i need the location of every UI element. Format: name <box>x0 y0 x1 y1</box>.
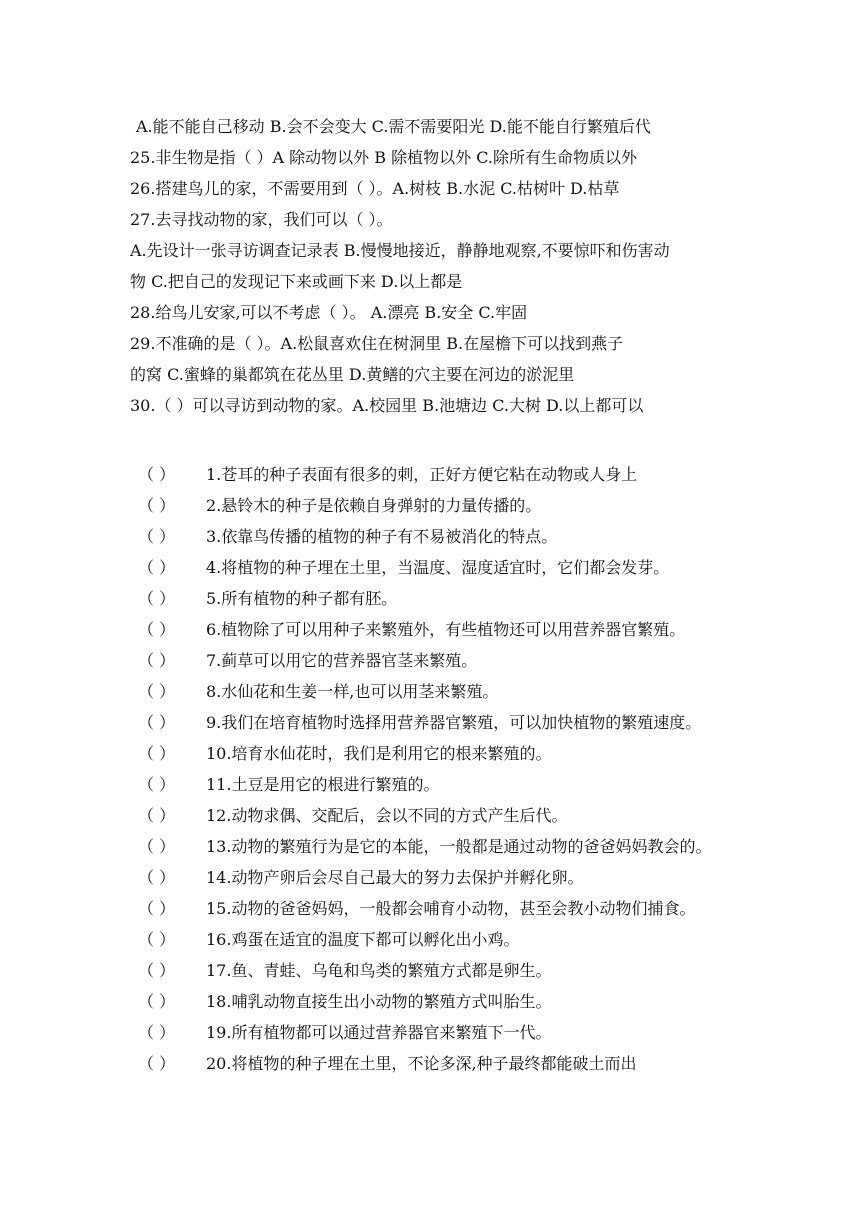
true-false-item <box>138 893 738 924</box>
true-false-item <box>138 645 738 676</box>
answer-blank: （ ） <box>138 1054 176 1073</box>
answer-blank: （ ） <box>138 589 176 608</box>
question-line: 28.给鸟儿安家,可以不考虑（ ）。 A.漂亮 B.安全 C.牢固 <box>130 303 528 322</box>
statement-text: 13.动物的繁殖行为是它的本能，一般都是通过动物的爸爸妈妈教会的。 <box>206 837 712 856</box>
answer-blank: （ ） <box>138 496 176 515</box>
question-line: 25.非生物是指（ ）A 除动物以外 B 除植物以外 C.除所有生命物质以外 <box>130 148 637 167</box>
true-false-item <box>138 955 738 986</box>
true-false-item <box>138 521 738 552</box>
statement-text: 17.鱼、青蛙、乌龟和鸟类的繁殖方式都是卵生。 <box>206 961 552 980</box>
statement-text: 6.植物除了可以用种子来繁殖外，有些植物还可以用营养器官繁殖。 <box>206 620 686 639</box>
statement-text: 14.动物产卵后会尽自己最大的努力去保护并孵化卵。 <box>206 868 584 887</box>
true-false-item <box>138 862 738 893</box>
true-false-item <box>138 986 738 1017</box>
answer-blank: （ ） <box>138 558 176 577</box>
true-false-item <box>138 583 738 614</box>
answer-blank: （ ） <box>138 992 176 1011</box>
statement-text: 19.所有植物都可以通过营养器官来繁殖下一代。 <box>206 1023 552 1042</box>
true-false-item <box>138 552 738 583</box>
true-false-item <box>138 769 738 800</box>
answer-blank: （ ） <box>138 527 176 546</box>
statement-text: 9.我们在培育植物时选择用营养器官繁殖，可以加快植物的繁殖速度。 <box>206 713 702 732</box>
answer-blank: （ ） <box>138 682 176 701</box>
answer-blank: （ ） <box>138 806 176 825</box>
statement-text: 12.动物求偶、交配后，会以不同的方式产生后代。 <box>206 806 568 825</box>
question-line: 27.去寻找动物的家，我们可以（ ）。 <box>130 210 393 229</box>
true-false-section <box>138 459 738 1079</box>
true-false-item <box>138 676 738 707</box>
true-false-item <box>138 1048 738 1079</box>
statement-text: 5.所有植物的种子都有胚。 <box>206 589 398 608</box>
true-false-item <box>138 614 738 645</box>
answer-blank: （ ） <box>138 775 176 794</box>
statement-text: 10.培育水仙花时，我们是利用它的根来繁殖的。 <box>206 744 552 763</box>
question-line: 物 C.把自己的发现记下来或画下来 D.以上都是 <box>130 272 463 291</box>
answer-blank: （ ） <box>138 620 176 639</box>
answer-blank: （ ） <box>138 465 176 484</box>
answer-blank: （ ） <box>138 1023 176 1042</box>
statement-text: 1.苍耳的种子表面有很多的刺，正好方便它粘在动物或人身上 <box>206 465 638 484</box>
answer-blank: （ ） <box>138 899 176 918</box>
answer-blank: （ ） <box>138 837 176 856</box>
statement-text: 20.将植物的种子埋在土里，不论多深,种子最终都能破土而出 <box>206 1054 637 1073</box>
true-false-item <box>138 924 738 955</box>
question-line: A.先设计一张寻访调查记录表 B.慢慢地接近，静静地观察,不要惊吓和伤害动 <box>130 241 670 260</box>
question-line: 26.搭建鸟儿的家，不需要用到（ ）。A.树枝 B.水泥 C.枯树叶 D.枯草 <box>130 179 620 198</box>
question-line: 的窝 C.蜜蜂的巢都筑在花丛里 D.黄鳝的穴主要在河边的淤泥里 <box>130 365 575 384</box>
statement-text: 16.鸡蛋在适宜的温度下都可以孵化出小鸡。 <box>206 930 520 949</box>
true-false-item <box>138 831 738 862</box>
true-false-item <box>138 1017 738 1048</box>
statement-text: 4.将植物的种子埋在土里，当温度、湿度适宜时，它们都会发芽。 <box>206 558 670 577</box>
true-false-item <box>138 707 738 738</box>
true-false-item <box>138 738 738 769</box>
statement-text: 8.水仙花和生姜一样,也可以用茎来繁殖。 <box>206 682 499 701</box>
answer-blank: （ ） <box>138 651 176 670</box>
statement-text: 3.依靠鸟传播的植物的种子有不易被消化的特点。 <box>206 527 558 546</box>
statement-text: 11.土豆是用它的根进行繁殖的。 <box>206 775 440 794</box>
statement-text: 15.动物的爸爸妈妈，一般都会哺育小动物，甚至会教小动物们捕食。 <box>206 899 696 918</box>
question-line: 29.不准确的是（ ）。A.松鼠喜欢住在树洞里 B.在屋檐下可以找到燕子 <box>130 334 624 353</box>
true-false-item <box>138 800 738 831</box>
multiple-choice-section <box>130 111 740 421</box>
true-false-item <box>138 490 738 521</box>
true-false-item <box>138 459 738 490</box>
question-line: 30.（ ）可以寻访到动物的家。A.校园里 B.池塘边 C.大树 D.以上都可以 <box>130 396 644 415</box>
statement-text: 18.哺乳动物直接生出小动物的繁殖方式叫胎生。 <box>206 992 552 1011</box>
statement-text: 7.蓟草可以用它的营养器官茎来繁殖。 <box>206 651 478 670</box>
answer-blank: （ ） <box>138 961 176 980</box>
answer-blank: （ ） <box>138 744 176 763</box>
question-line: A.能不能自己移动 B.会不会变大 C.需不需要阳光 D.能不能自行繁殖后代 <box>136 117 651 136</box>
statement-text: 2.悬铃木的种子是依赖自身弹射的力量传播的。 <box>206 496 542 515</box>
answer-blank: （ ） <box>138 868 176 887</box>
answer-blank: （ ） <box>138 713 176 732</box>
answer-blank: （ ） <box>138 930 176 949</box>
